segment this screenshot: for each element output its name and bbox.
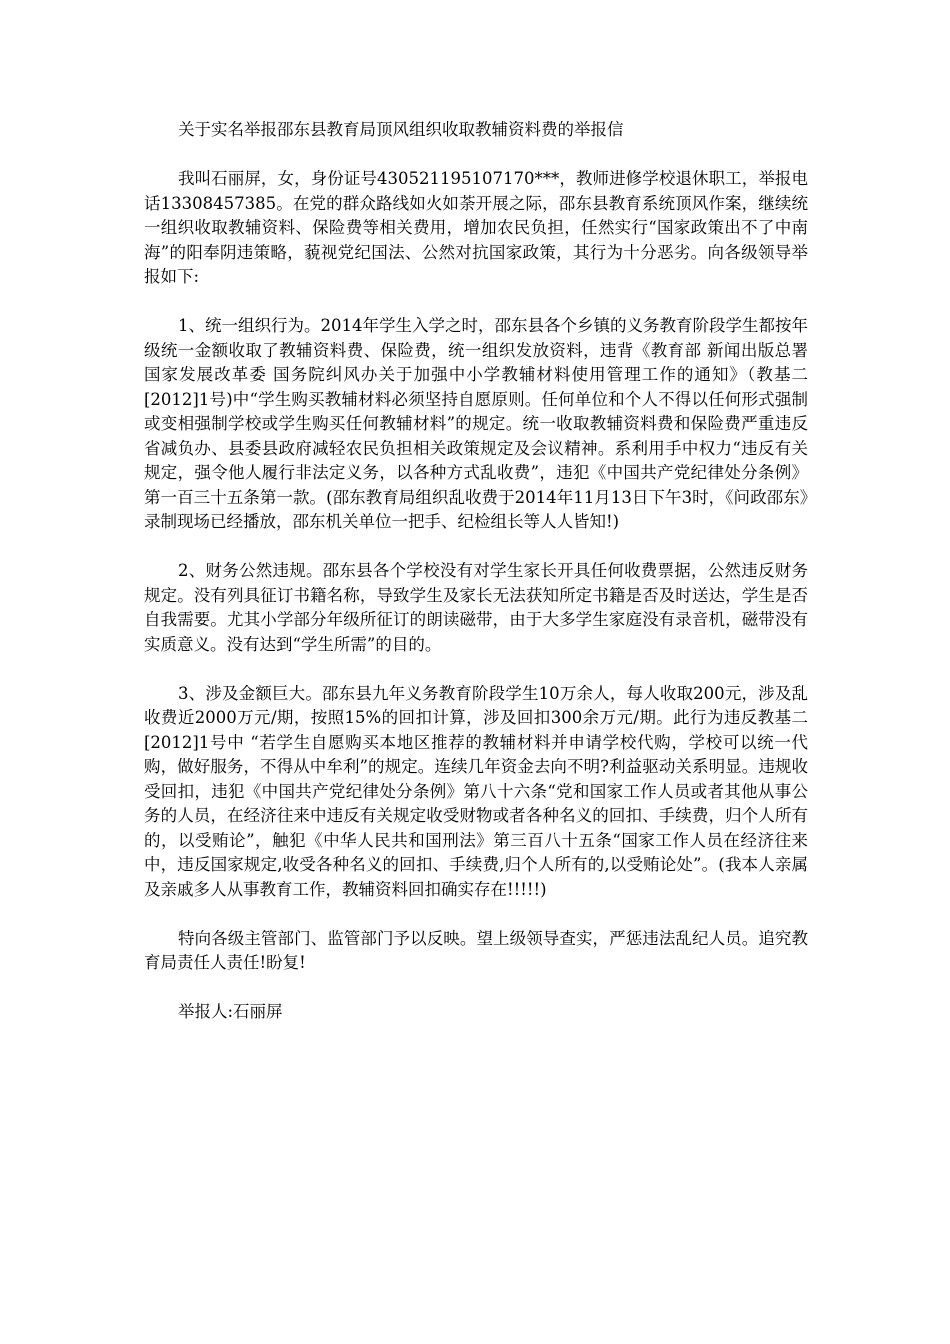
intro-paragraph: 我叫石丽屏，女，身份证号430521195107170***，教师进修学校退休职工，举报电话13308457385。在党的群众路线如火如荼开展之际，邵东县教育系统顶风作案，继续统一组织收取教辅资料、保险费等相关费用，增加农民负担，任然实行“国家政策出不了中南海”的阳奉阴违策略，藐视党纪国法、公然对抗国家政策，其行为十分恶劣。向各级领导举报如下: xyxy=(144,169,808,286)
point-2-paragraph: 2、财务公然违规。邵东县各个学校没有对学生家长开具任何收费票据，公然违反财务规定。没有列具征订书籍名称，导致学生及家长无法获知所定书籍是否及时送达，学生是否自我需要。尤其小学部分年级所征订的朗读磁带，由于大多学生家庭没有录音机，磁带没有实质意义。没有达到“学生所需”的目的。 xyxy=(144,561,808,654)
point-3-paragraph: 3、涉及金额巨大。邵东县九年义务教育阶段学生10万余人，每人收取200元，涉及乱收费近2000万元/期，按照15%的回扣计算，涉及回扣300余万元/期。此行为违反教基二[2012]1号中 “若学生自愿购买本地区推荐的教辅材料并申请学校代购，学校可以统一代购，做好服务，不得从中牟利”的规定。连续几年资金去向不明?利益驱动关系明显。违规收受回扣，违犯《中国共产党纪律处分条例》第八十六条“党和国家工作人员或者其他从事公务的人员，在经济往来中违反有关规定收受财物或者各种名义的回扣、手续费，归个人所有的，以受贿论”，触犯《中华人民共和国刑法》第三百八十五条“国家工作人员在经济往来中，违反国家规定,收受各种名义的回扣、手续费,归个人所有的,以受贿论处”。(我本人亲属及亲戚多人从事教育工作，教辅资料回扣确实存在!!!!!) xyxy=(144,683,808,899)
signature-line: 举报人:石丽屏 xyxy=(178,1002,283,1021)
letter-title: 关于实名举报邵东县教育局顶风组织收取教辅资料费的举报信 xyxy=(178,120,624,139)
letter-document xyxy=(144,118,808,1025)
closing-paragraph: 特向各级主管部门、监管部门予以反映。望上级领导查实，严惩违法乱纪人员。追究教育局责任人责任!盼复! xyxy=(144,928,808,972)
point-1-paragraph: 1、统一组织行为。2014年学生入学之时，邵东县各个乡镇的义务教育阶段学生都按年级统一金额收取了教辅资料费、保险费，统一组织发放资料，违背《教育部 新闻出版总署 国家发展改革委 国务院纠风办关于加强中小学教辅材料使用管理工作的通知》（教基二[2012]1号)中“学生购买教辅材料必须坚持自愿原则。任何单位和个人不得以任何形式强制或变相强制学校或学生购买任何教辅材料”的规定。统一收取教辅资料费和保险费严重违反省减负办、县委县政府减轻农民负担相关政策规定及会议精神。系利用手中权力“违反有关规定，强令他人履行非法定义务，以各种方式乱收费”，违犯《中国共产党纪律处分条例》第一百三十五条第一款。(邵东教育局组织乱收费于2014年11月13日下午3时，《问政邵东》录制现场已经播放，邵东机关单位一把手、纪检组长等人人皆知!) xyxy=(144,316,808,531)
